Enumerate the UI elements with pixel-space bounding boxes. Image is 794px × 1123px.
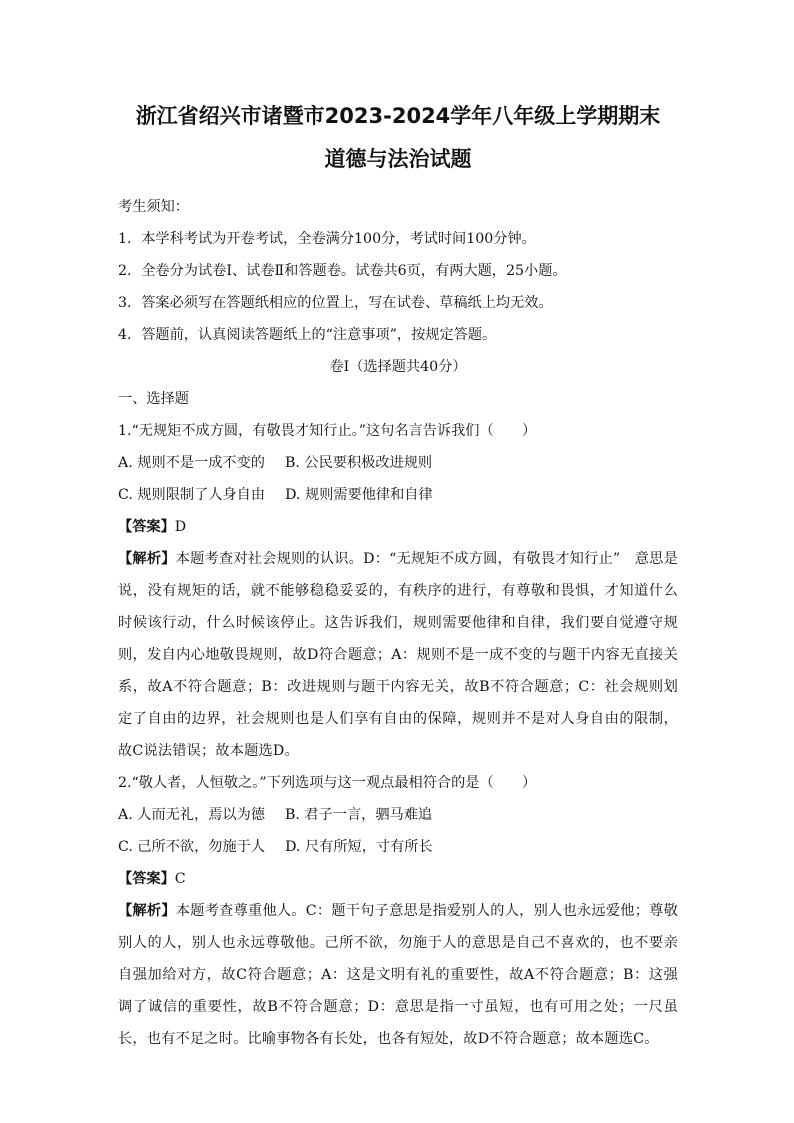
question-2-option-d: D. 尺有所短，寸有所长 — [285, 839, 433, 855]
question-2-answer — [118, 863, 678, 895]
notice-heading: 考生须知： — [118, 199, 189, 215]
question-2-option-a: A. 人而无礼，焉以为德 — [118, 807, 265, 823]
analysis-text: 本题考查对社会规则的认识。D：“无规矩不成方圆，有敬畏才知行止” 意思是说，没有规矩的话，就不能够稳稳妥妥的，有秩序的进行，有尊敬和畏惧，才知道什么时候该行动，什么时候该停止。这告诉我们，规则需要他律和自律，我们要自觉遵守规则，发自内心地敬畏规则，故D符合题意；A：规则不是一成不变的与题干内容无直接关系，故A不符合题意；B：改进规则与题干内容无关，故B不符合题意；C：社会规则划定了自由的边界，社会规则也是人们享有自由的保障，规则并不是对人身自由的限制，故C说法错误；故本题选D。 — [118, 551, 678, 759]
question-1-stem: 1.“无规矩不成方圆，有敬畏才知行止。”这句名言告诉我们（ ） — [118, 423, 537, 439]
analysis-tag: 【解析】 — [118, 551, 176, 567]
answer-tag: 【答案】 — [118, 871, 175, 887]
analysis-text: 本题考查尊重他人。C：题干句子意思是指爱别人的人，别人也永远爱他；尊敬别人的人，别人也永远尊敬他。己所不欲，勿施于人的意思是自己不喜欢的，也不要亲自强加给对方，故C符合题意；A：这是文明有礼的重要性，故A不符合题意；B：这强调了诚信的重要性，故B不符合题意；D：意思是指一寸虽短，也有可用之处；一尺虽长，也有不足之时。比喻事物各有长处，也各有短处，故D不符合题意；故本题选C。 — [118, 903, 679, 1047]
notice-item-1: 1．本学科考试为开卷考试，全卷满分100分，考试时间100分钟。 — [118, 231, 536, 247]
notice-item-2: 2．全卷分为试卷Ⅰ、试卷Ⅱ和答题卷。试卷共6页，有两大题，25小题。 — [118, 263, 567, 279]
question-2-analysis — [118, 895, 678, 1055]
exam-title-line2: 道德与法治试题 — [324, 147, 472, 171]
question-1-option-a: A. 规则不是一成不变的 — [118, 455, 265, 471]
answer-value: D — [174, 519, 187, 535]
answer-value: C — [174, 871, 186, 887]
answer-tag: 【答案】 — [118, 519, 175, 535]
question-1-option-d: D. 规则需要他律和自律 — [285, 487, 433, 503]
question-2-stem: 2.“敬人者，人恒敬之。”下列选项与这一观点最相符合的是（ ） — [118, 775, 537, 791]
question-1-options-row-1 — [118, 447, 678, 479]
question-1-option-b: B. 公民要积极改进规则 — [284, 455, 433, 471]
question-1-option-c: C. 规则限制了人身自由 — [118, 487, 266, 503]
question-1-answer — [118, 511, 678, 543]
question-2-options-row-1 — [118, 799, 678, 831]
notice-item-3: 3．答案必须写在答题纸相应的位置上，写在试卷、草稿纸上均无效。 — [118, 295, 553, 311]
notice-item-4: 4．答题前，认真阅读答题纸上的“注意事项”，按规定答题。 — [118, 327, 497, 343]
question-2-option-b: B. 君子一言，驷马难追 — [284, 807, 433, 823]
question-1-analysis — [118, 543, 678, 767]
exam-title-line1: 浙江省绍兴市诸暨市2023-2024学年八年级上学期期末 — [135, 104, 661, 128]
exam-page — [118, 96, 678, 1055]
analysis-tag: 【解析】 — [118, 903, 176, 919]
paper-section-label: 卷Ⅰ（选择题共40分） — [329, 359, 467, 375]
part-label: 一、选择题 — [118, 391, 189, 407]
question-2-options-row-2 — [118, 831, 678, 863]
question-1-options-row-2 — [118, 479, 678, 511]
question-2-option-c: C. 己所不欲，勿施于人 — [118, 839, 266, 855]
